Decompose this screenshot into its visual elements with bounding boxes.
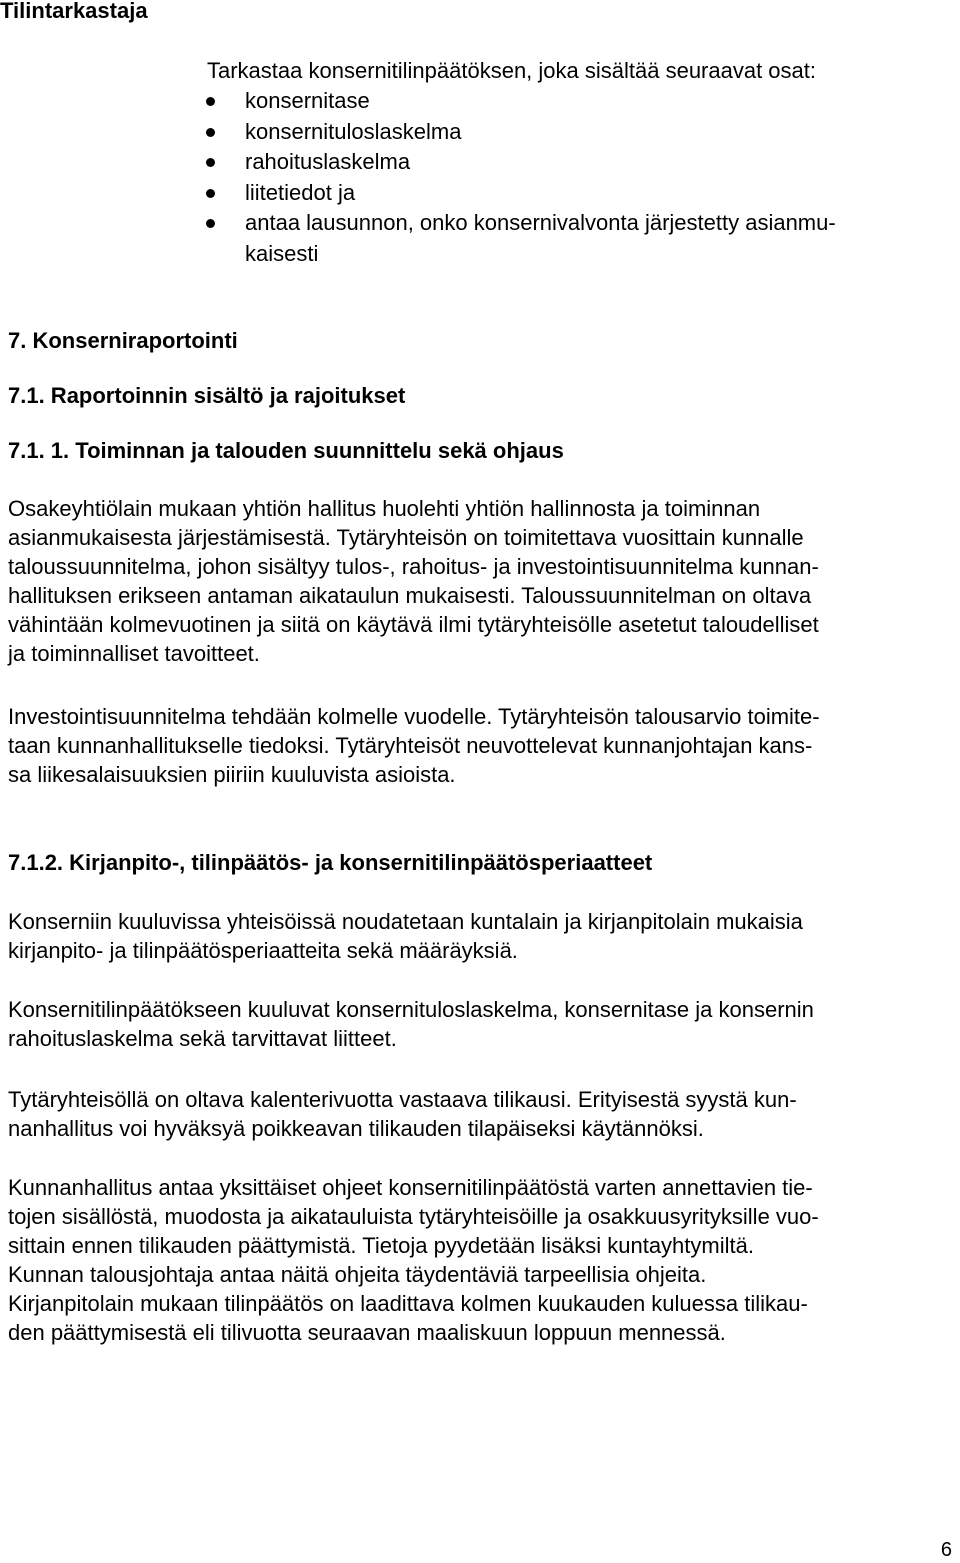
list-item [206,147,836,178]
text-line: sa liikesalaisuuksien piiriin kuuluvista asioista. [8,762,456,787]
paragraph-investments [8,702,820,789]
list-item-continuation [206,239,836,270]
bullet-icon [206,128,215,137]
bullet-icon [206,219,215,228]
text-line: taan kunnanhallitukselle tiedoksi. Tytäryhteisöt neuvottelevat kunnanjohtajan kans- [8,733,813,758]
list-item-text: antaa lausunnon, onko konsernivalvonta järjestetty asianmu- [245,210,836,235]
page-number: 6 [940,1539,952,1561]
text-line: Tytäryhteisöllä on oltava kalenterivuotta vastaava tilikausi. Erityisestä syystä kun- [8,1087,797,1112]
section-heading-7: 7. Konserniraportointi [8,328,238,353]
text-line: Konsernitilinpäätökseen kuuluvat konsernituloslaskelma, konsernitase ja konsernin [8,997,814,1022]
text-line: kirjanpito- ja tilinpäätösperiaatteita sekä määräyksiä. [8,938,518,963]
bullet-icon [206,97,215,106]
list-item [206,86,836,117]
text-line: nanhallitus voi hyväksyä poikkeavan tilikauden tilapäiseksi käytännöksi. [8,1116,704,1141]
text-line: vähintään kolmevuotinen ja siitä on käytävä ilmi tytäryhteisölle asetetut taloudelliset [8,612,819,637]
bullet-icon [206,189,215,198]
list-item-text: konsernituloslaskelma [245,118,462,144]
text-line: Osakeyhtiölain mukaan yhtiön hallitus huolehti yhtiön hallinnosta ja toiminnan [8,496,761,521]
list-item [206,117,836,148]
section-heading-7-1-2: 7.1.2. Kirjanpito-, tilinpäätös- ja konsernitilinpäätösperiaatteet [8,850,653,875]
text-line: rahoituslaskelma sekä tarvittavat liitteet. [8,1026,397,1051]
text-line: tojen sisällöstä, muodosta ja aikatauluista tytäryhteisöille ja osakkuusyrityksille vuo- [8,1204,819,1229]
list-item-text: liitetiedot ja [245,179,356,205]
list-item-text: konsernitase [245,88,370,113]
paragraph-contents [8,995,814,1053]
text-line: sittain ennen tilikauden päättymistä. Tietoja pyydetään lisäksi kuntayhtymiltä. [8,1233,754,1258]
paragraph-fiscal-year [8,1085,797,1143]
list-item-text: kaisesti [245,240,319,266]
text-line: Kunnan talousjohtaja antaa näitä ohjeita täydentäviä tarpeellisia ohjeita. [8,1262,707,1287]
paragraph-principles [8,907,803,965]
text-line: den päättymisestä eli tilivuotta seuraavan maaliskuun loppuun mennessä. [8,1320,726,1345]
list-item-text: rahoituslaskelma [245,149,411,174]
text-line: taloussuunnitelma, johon sisältyy tulos-, rahoitus- ja investointisuunnitelma kunnan- [8,554,819,579]
text-line: Kunnanhallitus antaa yksittäiset ohjeet konsernitilinpäätöstä varten annettavien tie- [8,1175,813,1200]
page-heading: Tilintarkastaja [0,0,148,23]
paragraph-planning [8,494,819,668]
intro-text: Tarkastaa konsernitilinpäätöksen, joka sisältää seuraavat osat: [207,58,817,83]
section-heading-7-1: 7.1. Raportoinnin sisältö ja rajoitukset [8,383,406,408]
section-heading-7-1-1: 7.1. 1. Toiminnan ja talouden suunnittelu sekä ohjaus [8,438,564,463]
list-item [206,178,836,209]
text-line: asianmukaisesta järjestämisestä. Tytäryhteisön on toimitettava vuosittain kunnalle [8,525,804,550]
text-line: Konserniin kuuluvissa yhteisöissä noudatetaan kuntalain ja kirjanpitolain mukaisia [8,909,803,934]
text-line: ja toiminnalliset tavoitteet. [8,641,260,666]
paragraph-instructions [8,1173,819,1347]
text-line: hallituksen erikseen antaman aikataulun mukaisesti. Taloussuunnitelman on oltava [8,583,812,608]
list-item [206,208,836,239]
bullet-list [206,86,836,269]
bullet-icon [206,158,215,167]
text-line: Kirjanpitolain mukaan tilinpäätös on laadittava kolmen kuukauden kuluessa tilikau- [8,1291,808,1316]
text-line: Investointisuunnitelma tehdään kolmelle vuodelle. Tytäryhteisön talousarvio toimite- [8,704,820,729]
